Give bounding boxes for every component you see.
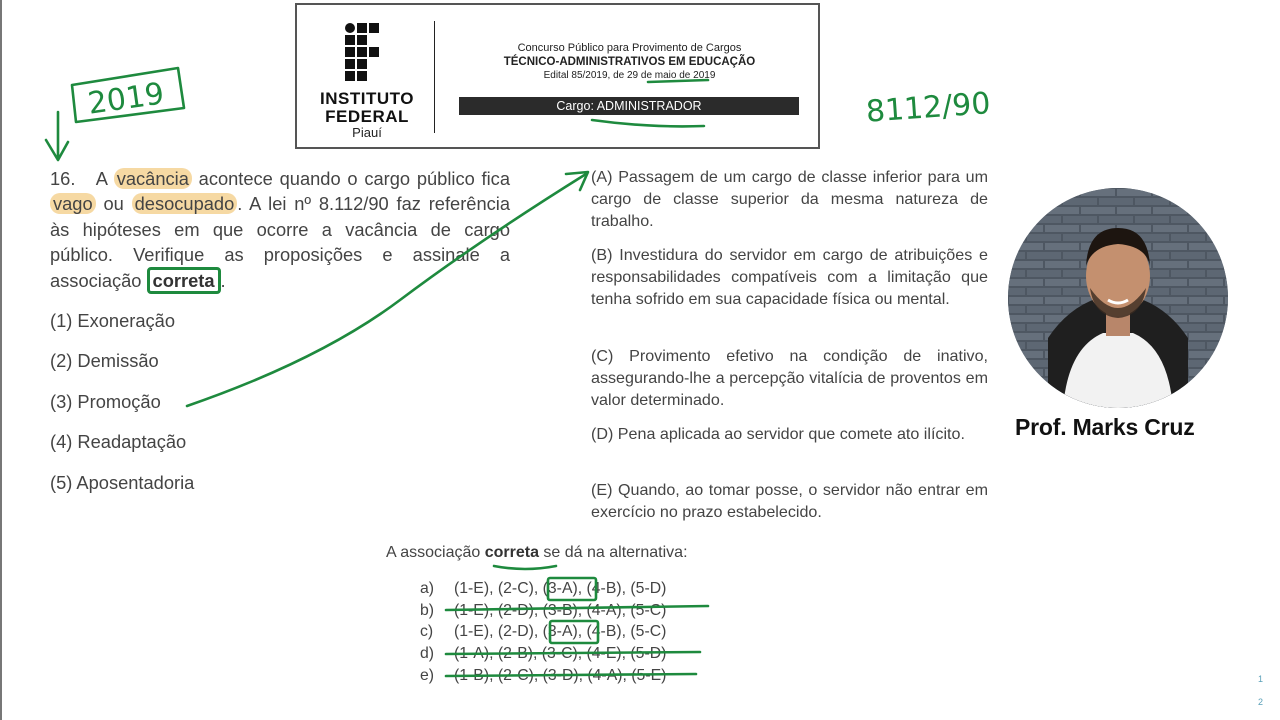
option-3: (3) Promoção	[50, 391, 161, 412]
choice-label: c)	[420, 623, 434, 640]
choice-text: (1-A), (2-B), (3-C), (4-E), (5-D)	[454, 645, 667, 662]
choice-label: e)	[420, 667, 435, 684]
choice-e[interactable]	[420, 667, 666, 685]
presenter-photo	[1008, 188, 1228, 408]
correta-underline	[494, 566, 556, 569]
question-number: 16.	[50, 168, 76, 189]
institution-logo	[317, 23, 417, 143]
header-line-1: Concurso Público para Provimento de Cargos	[517, 42, 742, 54]
highlight-vacancia: vacância	[114, 168, 192, 189]
header-line-3: Edital 85/2019, de 29 de maio de 2019	[543, 70, 716, 81]
annotation-year: 2019	[85, 76, 167, 122]
answer-intro-text: se dá na alternativa:	[538, 544, 688, 561]
statement-part: A	[95, 168, 107, 189]
header-divider	[434, 21, 435, 133]
choice-text: (1-E), (2-C), (3-A), (4-B), (5-D)	[454, 580, 667, 597]
choice-label: a)	[420, 580, 435, 597]
logo-text-3: Piauí	[352, 125, 382, 140]
statement-part: ou	[95, 193, 132, 215]
alternative-b: (B) Investidura do servidor em cargo de atribuições e responsabilidades compatíveis com a limitação que tenha sofrido em sua capacidade física ou mental.	[591, 246, 988, 308]
question-statement	[50, 166, 510, 293]
statement-part: . A lei nº 8.112/90 faz referência às hipóteses em que ocorre a vacância de cargo público. Verifique as proposições e assinale a associação	[50, 193, 510, 291]
choice-label: b)	[420, 602, 435, 619]
choice-a[interactable]	[420, 580, 666, 598]
option-2: (2) Demissão	[50, 350, 159, 371]
logo-text-1: INSTITUTO	[320, 89, 414, 108]
choice-text: (1-B), (2-C), (3-D), (4-A), (5-E)	[454, 667, 667, 684]
choice-d[interactable]	[420, 645, 666, 663]
alternative-d: (D) Pena aplicada ao servidor que comete ato ilícito.	[591, 425, 965, 443]
highlight-desocupado: desocupado	[132, 193, 238, 214]
page-current: 1	[1258, 674, 1264, 684]
logo-icon	[345, 23, 389, 83]
statement-part: .	[220, 269, 226, 291]
option-5: (5) Aposentadoria	[50, 472, 195, 493]
boxed-correta: correta	[147, 267, 221, 294]
year-box	[72, 68, 184, 122]
option-4: (4) Readaptação	[50, 431, 187, 452]
choice-label: d)	[420, 645, 435, 662]
choice-b[interactable]	[420, 602, 666, 620]
logo-text-2: FEDERAL	[325, 107, 409, 126]
choice-c[interactable]	[420, 623, 666, 641]
choice-text: (1-E), (2-D), (3-B), (4-A), (5-C)	[454, 602, 667, 619]
highlight-vago: vago	[50, 193, 96, 214]
presenter-name: Prof. Marks Cruz	[1015, 414, 1195, 440]
slide-edge	[0, 0, 2, 720]
presenter-avatar-icon	[1008, 188, 1228, 408]
page-total: 2	[1258, 697, 1264, 707]
down-arrow-icon	[46, 112, 68, 160]
answer-intro-text: A associação	[386, 544, 485, 561]
alternative-c: (C) Provimento efetivo na condição de inativo, assegurando-lhe a percepção vitalícia de proventos em valor determinado.	[591, 347, 988, 409]
statement-part: acontece quando o cargo público fica	[191, 168, 510, 189]
answer-intro	[386, 544, 688, 562]
option-1: (1) Exoneração	[50, 310, 175, 331]
header-line-2: TÉCNICO-ADMINISTRATIVOS EM EDUCAÇÃO	[503, 56, 756, 68]
alternative-a: (A) Passagem de um cargo de classe inferior para um cargo de classe superior da mesma natureza de trabalho.	[591, 168, 988, 230]
choice-text: (1-E), (2-D), (3-A), (4-B), (5-C)	[454, 623, 667, 640]
exam-header	[295, 3, 820, 149]
answer-intro-bold: correta	[484, 544, 539, 561]
cargo-bar: Cargo: ADMINISTRADOR	[459, 97, 799, 115]
alternative-e: (E) Quando, ao tomar posse, o servidor não entrar em exercício no prazo estabelecido.	[591, 481, 988, 521]
annotation-law: 8112/90	[864, 86, 992, 130]
